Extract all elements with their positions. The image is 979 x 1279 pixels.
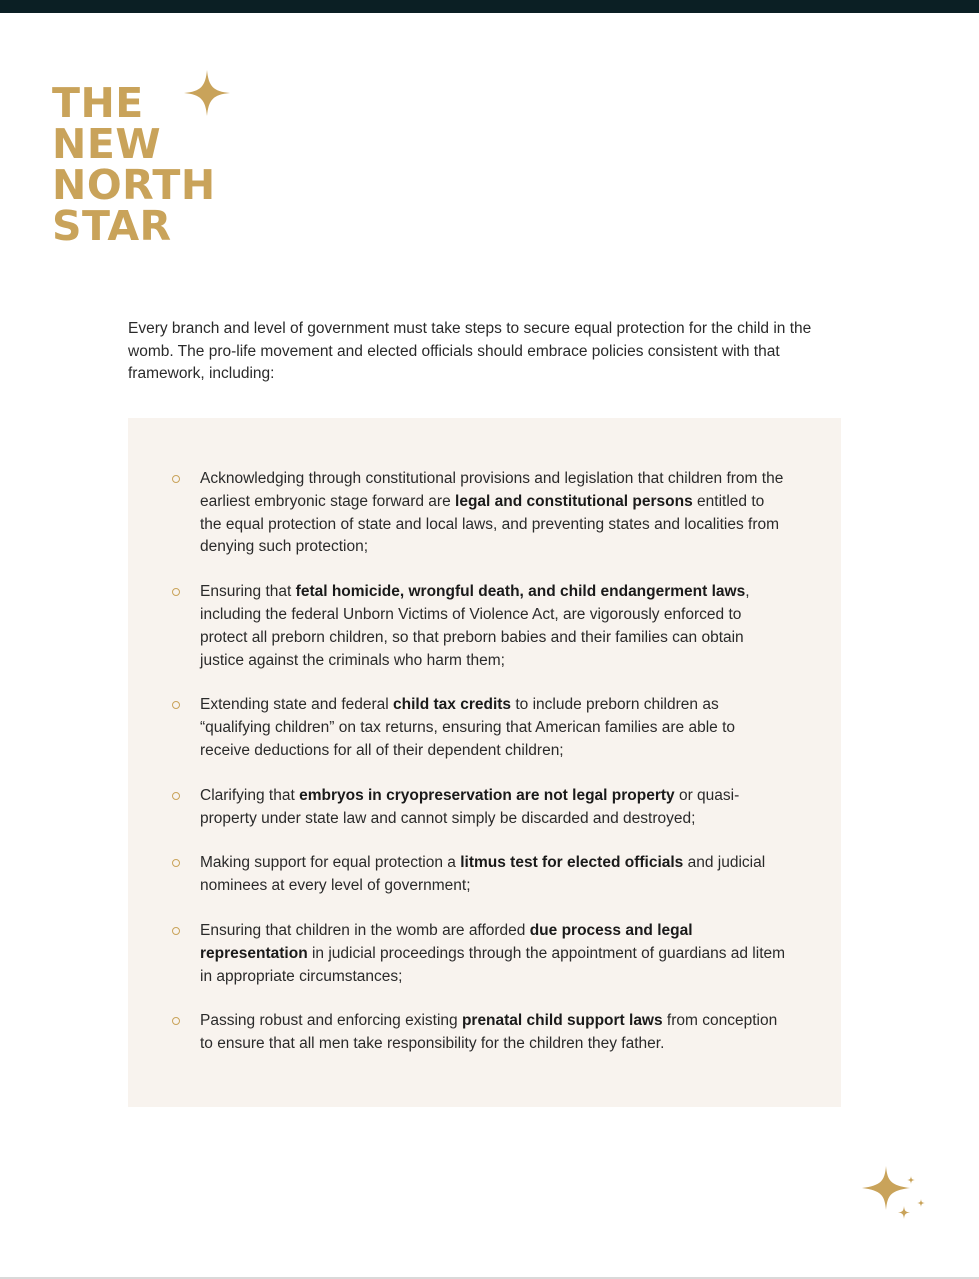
title-line-2: NEW [52, 120, 162, 168]
policy-panel [128, 418, 841, 1107]
item-text: entitled to the equal protection of state and local laws, and preventing states and localities from denying such protection; [200, 492, 780, 556]
item-emphasis: embryos in cryopreservation are not legal property [299, 786, 675, 804]
circle-bullet-icon [172, 701, 180, 709]
top-bar [0, 0, 979, 13]
title-line-1: THE [52, 79, 144, 127]
list-item [128, 694, 841, 762]
list-item [128, 581, 841, 672]
circle-bullet-icon [172, 1017, 180, 1025]
item-text: from conception to ensure that all men take responsibility for the children they father. [200, 1012, 778, 1053]
list-item [128, 468, 841, 559]
item-text: Ensuring that children in the womb are afforded [200, 921, 530, 939]
item-text: Acknowledging through constitutional provisions and legislation that children from the earliest embryonic stage forward are [200, 470, 784, 510]
policy-list [128, 468, 841, 1078]
circle-bullet-icon [172, 475, 180, 483]
item-text: Clarifying that [200, 786, 300, 804]
title-line-3: NORTH [52, 161, 216, 209]
list-item [128, 785, 841, 831]
star-cluster-icon [860, 1163, 930, 1223]
four-point-star-icon [184, 70, 230, 116]
title-line-4: STAR [52, 202, 172, 250]
item-emphasis: litmus test for elected officials [460, 854, 684, 872]
item-emphasis: fetal homicide, wrongful death, and child endangerment laws [295, 583, 746, 601]
item-emphasis: child tax credits [393, 696, 512, 714]
item-text: to include preborn children as “qualifying children” on tax returns, ensuring that American families are able to receive deductions for all of their dependent children; [200, 696, 736, 759]
list-item [128, 852, 841, 898]
circle-bullet-icon [172, 792, 180, 800]
item-text: Ensuring that [200, 583, 296, 601]
intro-paragraph: Every branch and level of government must take steps to secure equal protection for the child in the womb. The pro-life movement and elected officials should embrace policies consistent with that framework, including: [128, 320, 812, 382]
item-emphasis: prenatal child support laws [461, 1012, 663, 1030]
item-text: and judicial nominees at every level of government; [200, 854, 766, 895]
circle-bullet-icon [172, 859, 180, 867]
circle-bullet-icon [172, 588, 180, 596]
list-item [128, 1010, 841, 1056]
circle-bullet-icon [172, 927, 180, 935]
item-text: Making support for equal protection a [200, 854, 461, 872]
item-emphasis: legal and constitutional persons [455, 492, 693, 510]
item-text: Passing robust and enforcing existing [200, 1012, 462, 1030]
item-emphasis: due process and legal representation [200, 921, 693, 962]
item-text: , including the federal Unborn Victims of Violence Act, are vigorously enforced to protect all preborn children, so that preborn babies and their families can obtain justice against the criminals who harm them; [200, 583, 750, 669]
list-item [128, 920, 841, 988]
item-text: in judicial proceedings through the appointment of guardians ad litem in appropriate circumstances; [200, 944, 786, 985]
item-text: Extending state and federal [200, 696, 394, 714]
item-text: or quasi-property under state law and cannot simply be discarded and destroyed; [200, 786, 740, 827]
